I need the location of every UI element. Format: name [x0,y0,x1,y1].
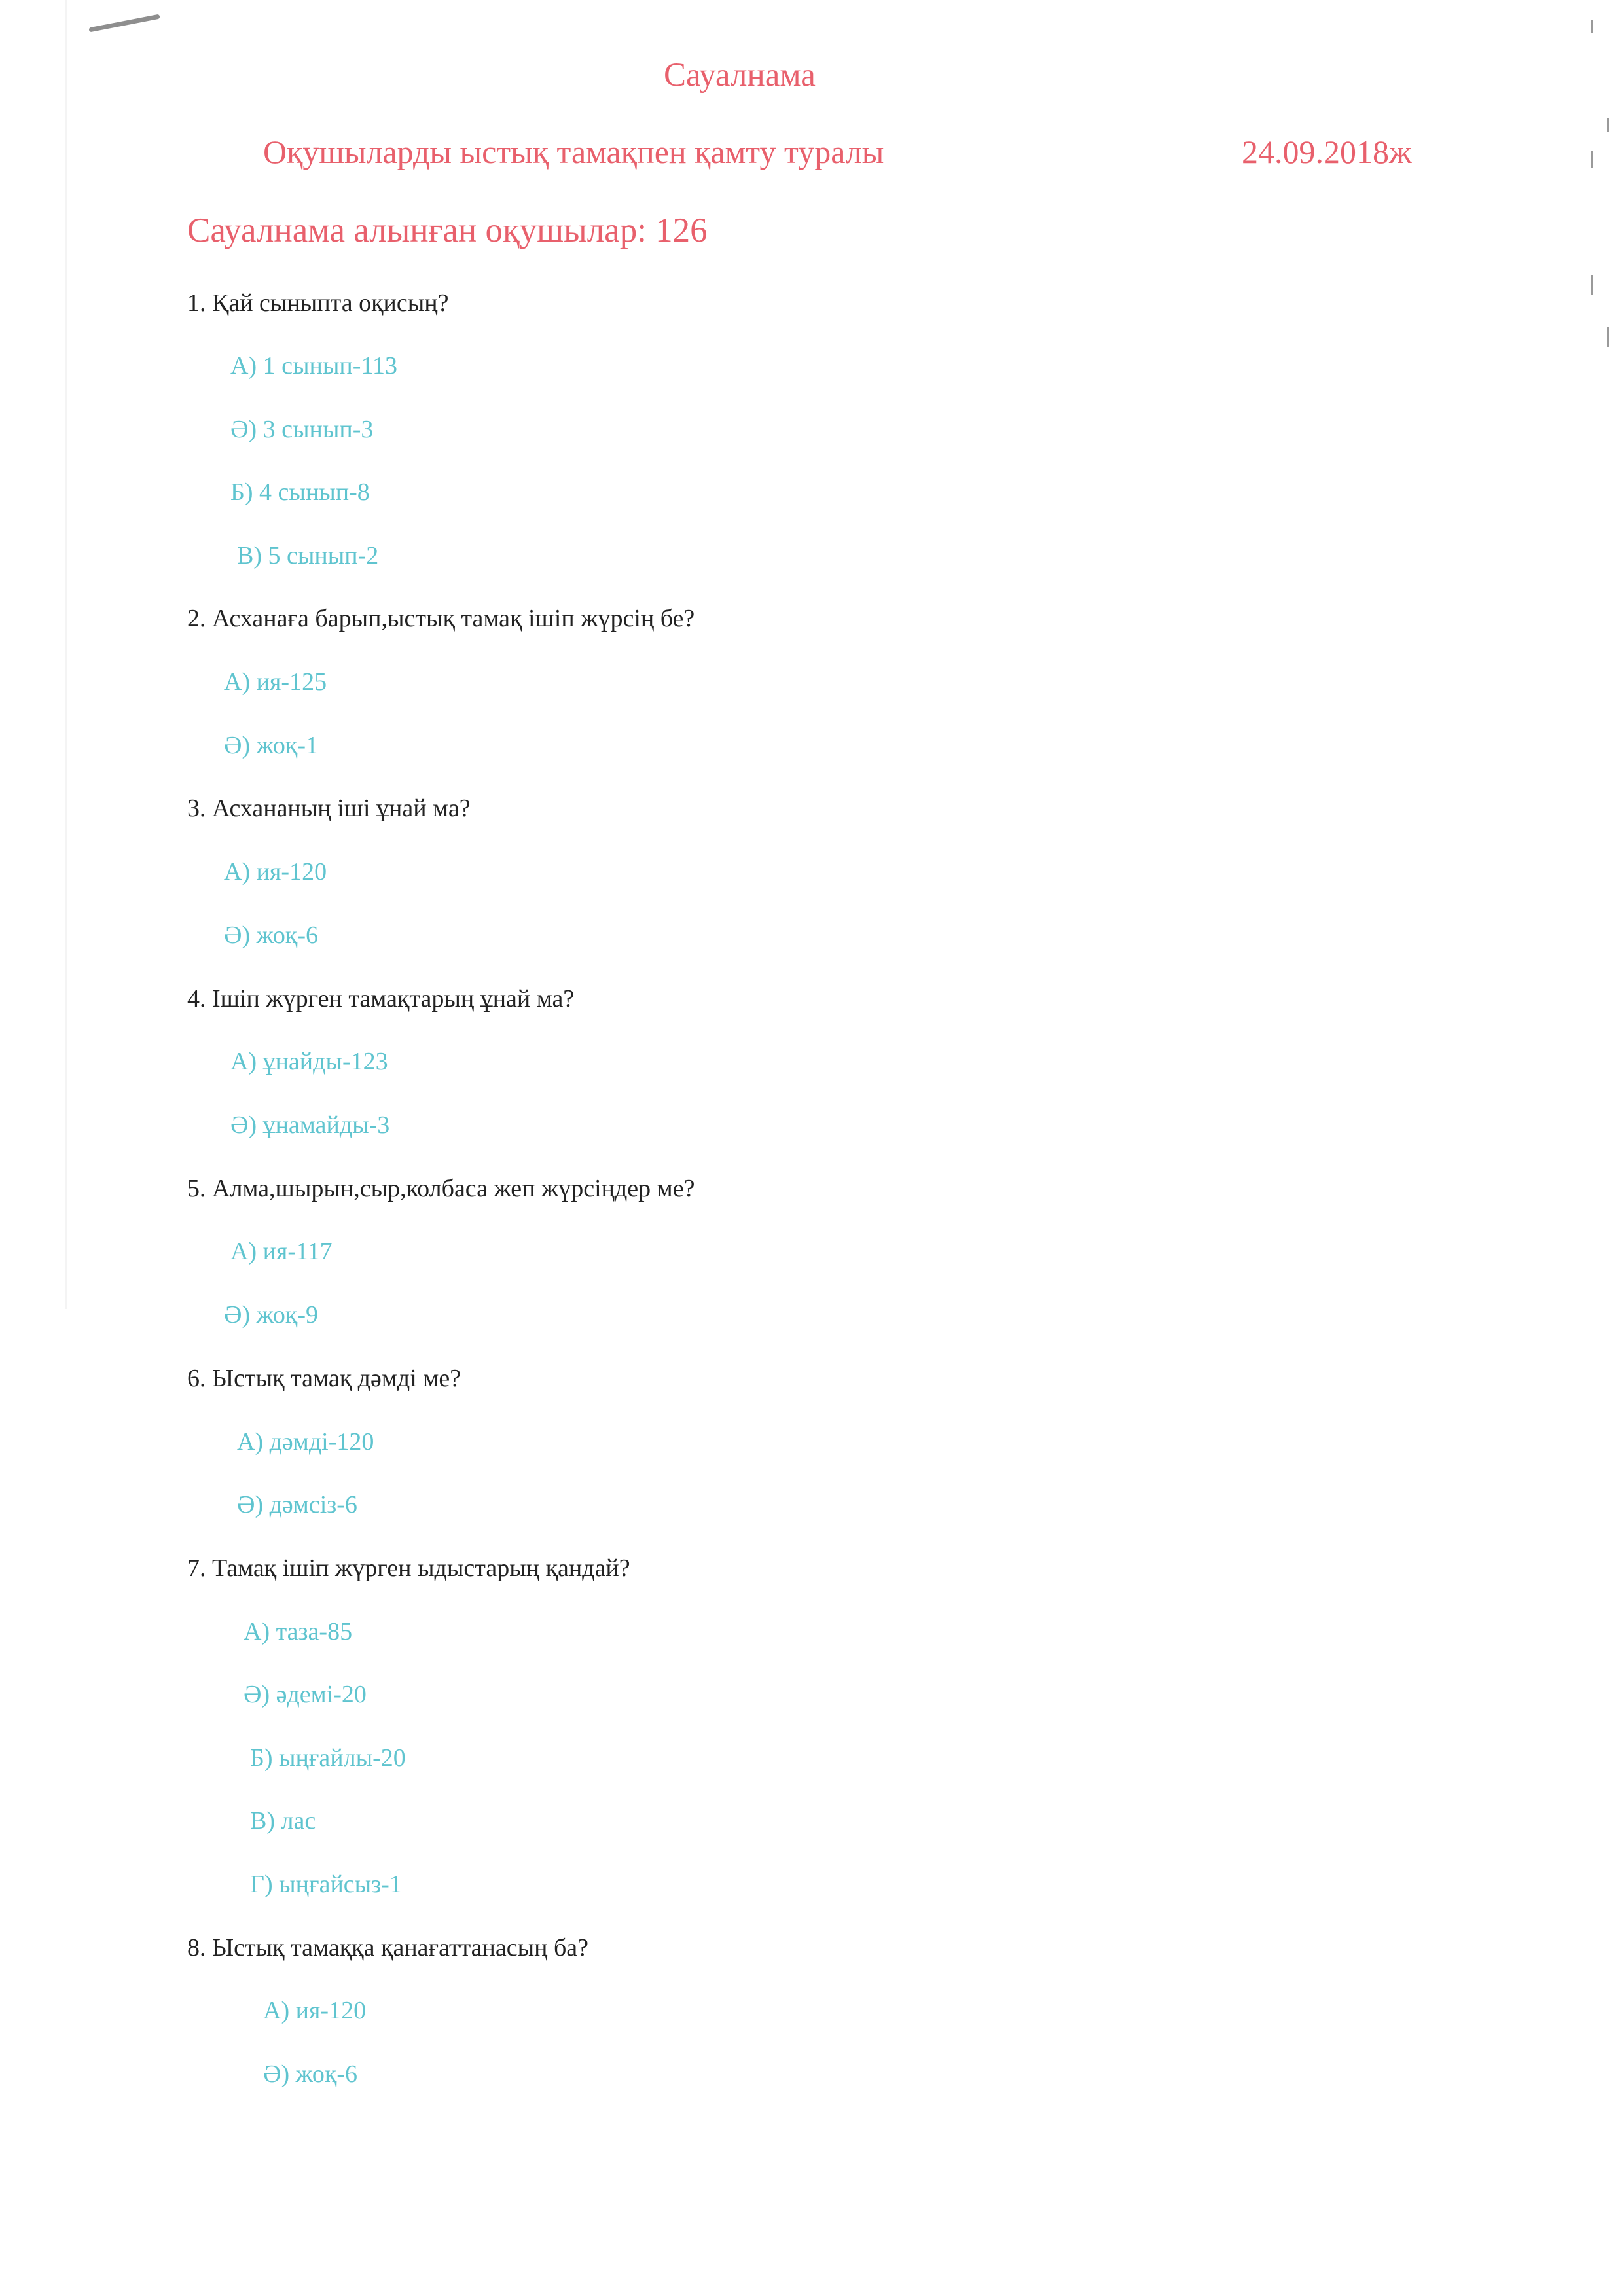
survey-date: 24.09.2018ж [1242,134,1412,170]
survey-title: Сауалнама [664,57,816,94]
answer-8b: Ә) жоқ-6 [263,2060,358,2088]
answer-2b: Ә) жоқ-1 [224,732,319,759]
answer-3a: А) ия-120 [224,858,327,886]
answer-7b: Ә) әдемі-20 [244,1681,367,1708]
question-6: 6. Ыстық тамақ дәмді ме? [187,1365,461,1392]
answer-4b: Ә) ұнамайды-3 [230,1111,390,1139]
question-1: 1. Қай сыныпта оқисың? [187,289,449,317]
pen-stroke-mark [88,14,160,33]
answer-2a: А) ия-125 [224,668,327,696]
answer-1d: В) 5 сынып-2 [237,542,379,569]
question-8: 8. Ыстық тамаққа қанағаттанасың ба? [187,1934,589,1962]
question-4: 4. Ішіп жүрген тамақтарың ұнай ма? [187,985,575,1013]
answer-1c: Б) 4 сынып-8 [230,478,370,506]
question-7: 7. Тамақ ішіп жүрген ыдыстарың қандай? [187,1554,630,1582]
question-5: 5. Алма,шырын,сыр,колбаса жеп жүрсіңдер ме? [187,1175,695,1202]
scan-margin-specks [1585,0,1611,393]
answer-5a: А) ия-117 [230,1238,333,1265]
question-3: 3. Асхананың іші ұнай ма? [187,795,471,822]
respondent-count: Сауалнама алынған оқушылар: 126 [187,211,708,249]
answer-8a: А) ия-120 [263,1997,367,2024]
scan-edge-shadow [65,0,67,1309]
answer-4a: А) ұнайды-123 [230,1048,388,1075]
answer-7e: Г) ыңғайсыз-1 [250,1871,402,1898]
survey-subtitle: Оқушыларды ыстық тамақпен қамту туралы [263,134,884,170]
answer-1b: Ә) 3 сынып-3 [230,416,374,443]
answer-6b: Ә) дәмсіз-6 [237,1491,357,1518]
answer-7d: В) лас [250,1807,316,1835]
answer-7a: А) таза-85 [244,1618,353,1645]
answer-7c: Б) ыңғайлы-20 [250,1744,406,1772]
question-2: 2. Асханаға барып,ыстық тамақ ішіп жүрсің бе? [187,605,695,632]
answer-1a: А) 1 сынып-113 [230,352,397,380]
answer-5b: Ә) жоқ-9 [224,1301,319,1329]
answer-3b: Ә) жоқ-6 [224,922,319,949]
answer-6a: А) дәмді-120 [237,1428,374,1456]
